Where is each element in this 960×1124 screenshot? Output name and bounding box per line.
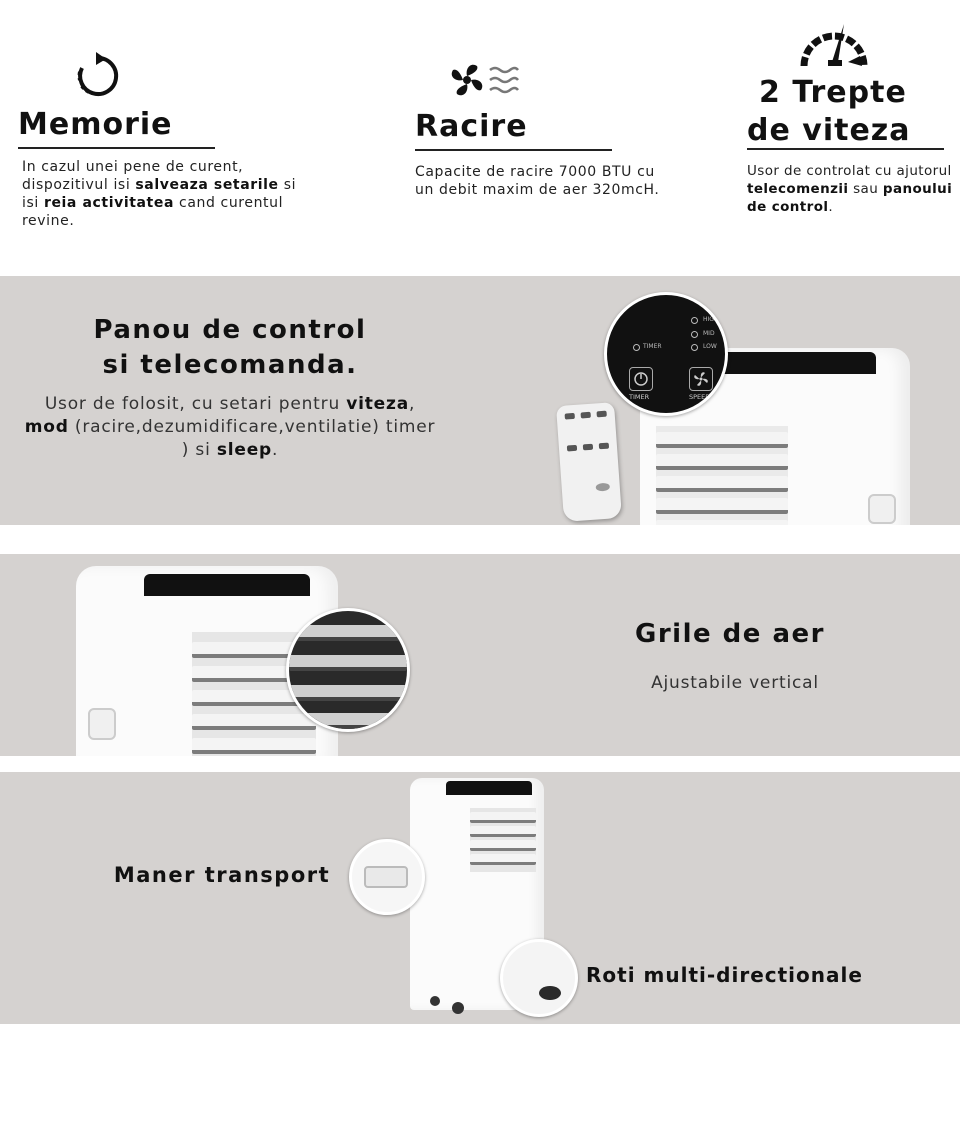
ac-side-handle: [868, 494, 896, 524]
feature-cooling: [414, 56, 704, 236]
ac-top-panel: [144, 574, 310, 596]
feature-speed-divider: [747, 148, 944, 150]
feature-cooling-divider: [415, 149, 612, 151]
feature-memory-text: In cazul unei pene de curent, dispozitivul isi salveaza setarile si isi reia activitatea cand curentul revine.: [22, 159, 297, 229]
label-mid: MID: [703, 330, 715, 337]
fan-speed-icon: [690, 368, 712, 390]
feature-cooling-title: Racire: [415, 109, 528, 144]
wheel-zoom: [500, 939, 578, 1017]
control-title-line1: Panou de control: [93, 315, 367, 345]
handle-zoom: [349, 839, 425, 915]
feature-speed-title-line1: 2 Trepte: [759, 75, 907, 110]
feature-memory: [18, 48, 318, 238]
control-title-line2: si telecomanda.: [102, 350, 358, 380]
remote-control-image: [556, 402, 622, 522]
speed-button[interactable]: [689, 367, 713, 391]
fan-cooling-icon: [448, 60, 524, 100]
control-description: Usor de folosit, cu setari pentru viteza, mod (racire,dezumidificare,ventilatie) timer ) si sleep.: [24, 394, 436, 460]
label-timer-button: TIMER: [629, 393, 650, 401]
memory-restart-icon: [72, 50, 124, 102]
air-grilles-section: [0, 554, 960, 756]
power-timer-icon: [630, 368, 652, 390]
ac-top-panel: [446, 781, 532, 795]
handle-recess: [364, 866, 408, 888]
wheel: [539, 986, 561, 1000]
feature-speed-text: Usor de controlat cu ajutorul telecomenzii sau panoului de control.: [747, 163, 953, 215]
grilles-title: Grile de aer: [635, 619, 825, 649]
feature-cooling-text: Capacite de racire 7000 BTU cu un debit maxim de aer 320mcH.: [415, 164, 660, 198]
ac-grille: [470, 808, 536, 872]
led-mid: [691, 331, 698, 338]
grille-zoom: [286, 608, 410, 732]
control-panel-section: [0, 276, 960, 525]
grilles-subtitle: Ajustabile vertical: [651, 673, 819, 693]
ac-grille: [656, 426, 788, 525]
feature-speed-title-line2: de viteza: [747, 113, 911, 148]
led-low: [691, 344, 698, 351]
feature-memory-divider: [18, 147, 215, 149]
handle-label: Maner transport: [113, 863, 331, 887]
label-high: HIGH: [703, 316, 719, 323]
label-low: LOW: [703, 343, 717, 350]
ac-side-handle: [88, 708, 116, 740]
speedometer-icon: [798, 22, 870, 68]
label-timer-indicator: TIMER: [643, 343, 662, 350]
led-timer: [633, 344, 640, 351]
wheels-label: Roti multi-directionale: [586, 963, 863, 987]
led-high: [691, 317, 698, 324]
timer-button[interactable]: [629, 367, 653, 391]
control-panel-zoom: [604, 292, 728, 416]
feature-memory-title: Memorie: [18, 107, 173, 142]
mobility-section: [0, 772, 960, 1024]
label-speed-button: SPEED: [689, 393, 711, 401]
feature-speed: [746, 18, 960, 228]
ac-wheel: [452, 1002, 464, 1014]
ac-wheel: [430, 996, 440, 1006]
